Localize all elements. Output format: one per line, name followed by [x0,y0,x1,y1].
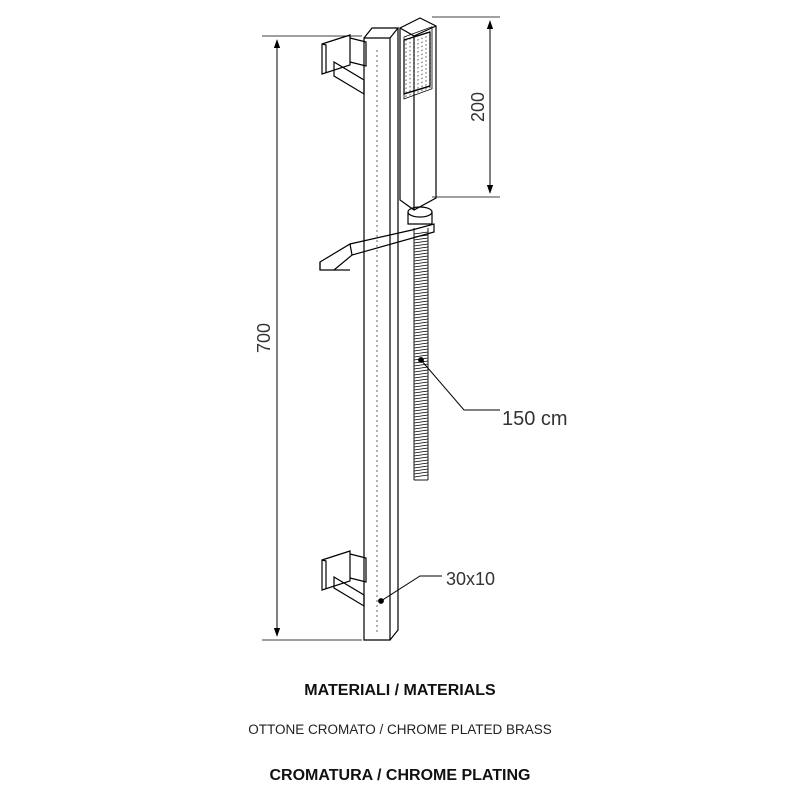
handshower-length-dimension [432,17,500,197]
bar-section-label: 30x10 [446,569,496,589]
bar-section-leader [379,576,442,603]
total-height-dimension [262,36,362,640]
total-height-label: 700 [254,322,274,354]
handshower-length-label: 200 [468,91,488,123]
handshower [400,18,436,224]
materials-heading: MATERIALI / MATERIALS [304,682,496,699]
materials-value: OTTONE CROMATO / CHROME PLATED BRASS [248,722,552,737]
rail-bar [364,28,398,640]
top-wall-bracket [322,35,366,94]
hose-coil-texture [414,232,428,477]
hose-length-leader [419,358,500,410]
bottom-wall-bracket [322,551,366,606]
finish-heading: CROMATURA / CHROME PLATING [269,767,531,784]
hose-length-label: 150 cm [502,408,568,430]
